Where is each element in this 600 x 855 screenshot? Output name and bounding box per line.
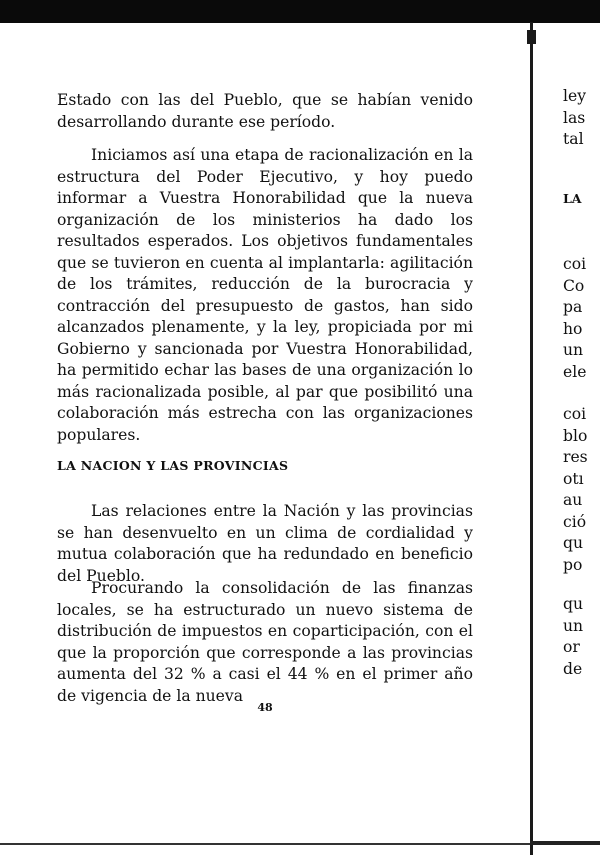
- word-fragment: un: [563, 616, 584, 635]
- word-fragment: coi: [563, 255, 587, 273]
- paragraph-text: Estado con las del Pueblo, que se habían venido desarrollando durante ese período.: [57, 91, 473, 131]
- word-fragment: Co: [563, 276, 585, 295]
- paragraph-racionalizacion: [57, 145, 473, 446]
- word-fragment: las: [563, 108, 586, 127]
- page-number: 48: [257, 701, 273, 714]
- paragraph-text: Procurando la consolidación de las finanzas locales, se ha estructurado un nuevo sistema de distribución de impuestos en coparticipación, con el que la proporción que corresponde a las provincias aumenta del 32 % a casi el 44 % en el primer año de vigencia de la nueva: [57, 579, 473, 705]
- word-fragment: au: [563, 491, 583, 509]
- word-fragment: pa: [563, 298, 583, 316]
- paragraph-continuation: [57, 90, 473, 133]
- section-heading: LA NACION Y LAS PROVINCIAS: [57, 458, 289, 473]
- word-fragment: blo: [563, 426, 588, 445]
- paragraph-text: Iniciamos así una etapa de racionalización en la estructura del Poder Ejecutivo, y hoy puedo informar a Vuestra Honorabilidad que la nueva organización de los ministerios ha dado los resultados esperados. Los objetivos fundamentales que se tuvieron en cuenta al implantarla: agilitación de los trámites, reducción de la burocracia y contracción del presupuesto de gastos, han sido alcanzados plenamente, y la ley, propiciada por mi Gobierno y sancionada por Vuestra Honorabilidad, ha permitido echar las bases de una organización lo más racionalizada posible, al par que posibilitó una colaboración más estrecha con las organizaciones populares.: [57, 146, 473, 444]
- paragraph-finanzas: [57, 578, 473, 707]
- paragraph-relaciones: [57, 501, 473, 587]
- word-fragment: po: [563, 555, 583, 574]
- word-fragment: qu: [563, 595, 584, 613]
- word-fragment: or: [563, 638, 580, 656]
- facing-page-heading-fragment: LA: [563, 191, 582, 206]
- word-fragment: ció: [563, 512, 587, 531]
- word-fragment: de: [563, 659, 583, 678]
- word-fragment: coi: [563, 405, 587, 423]
- book-spine: [530, 22, 533, 855]
- facing-page-fragment-4: [563, 594, 600, 680]
- book-spine-mark: [527, 30, 536, 44]
- facing-page-fragment-2: [563, 254, 600, 383]
- facing-page-fragment-1: [563, 86, 600, 151]
- paragraph-text: Las relaciones entre la Nación y las provincias se han desenvuelto en un clima de cordialidad y mutua colaboración que ha redundado en beneficio del Pueblo.: [57, 502, 473, 585]
- page-bottom-edge-right: [530, 841, 600, 845]
- word-fragment: ho: [563, 319, 583, 338]
- word-fragment: otı: [563, 469, 584, 488]
- word-fragment: un: [563, 341, 584, 359]
- word-fragment: ley: [563, 87, 587, 105]
- page-top-edge: [0, 0, 600, 23]
- facing-page-fragment-3: [563, 404, 600, 576]
- word-fragment: ele: [563, 362, 587, 381]
- word-fragment: tal: [563, 130, 584, 148]
- word-fragment: qu: [563, 534, 584, 552]
- page-bottom-edge: [0, 843, 600, 845]
- word-fragment: res: [563, 448, 588, 466]
